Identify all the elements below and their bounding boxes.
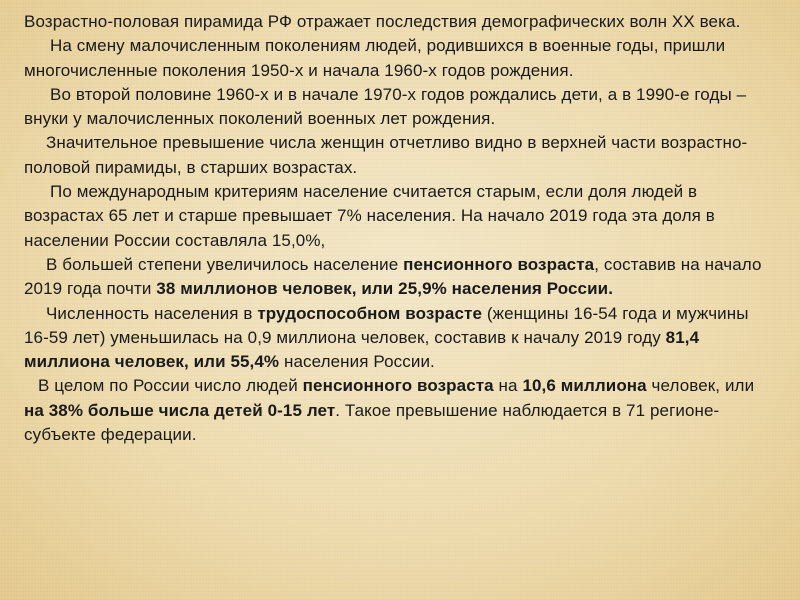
paragraph-children-grandchildren: Во второй половине 1960-х и в начале 1970-х годов рождались дети, а в 1990-е годы – внуки у малочисленных поколений военных лет рождения.: [24, 84, 747, 129]
text-run: . Такое превышение наблюдается в 71 регионе-субъекте федерации.: [24, 400, 720, 445]
paragraph-aging-criteria: По международным критериям население считается старым, если доля людей в возрастах 65 лет и старше превышает 7% населения. На начало 2019 года эта доля в населении России составляла 15,0%,: [24, 182, 715, 250]
paragraph-pension-age: [24, 253, 776, 302]
bold-text-run: на 38% больше числа детей 0-15 лет: [24, 400, 336, 420]
paragraph-summary: [24, 374, 776, 447]
paragraph-intro: Возрастно-половая пирамида РФ отражает последствия демографических волн ХХ века.: [24, 12, 741, 31]
bold-text-run: 10,6 миллиона: [522, 376, 647, 396]
text-run: человек, или: [646, 376, 755, 396]
bold-text-run: пенсионного возраста: [302, 376, 494, 396]
paragraph-women-excess: Значительное превышение числа женщин отчетливо видно в верхней части возрастно-половой пирамиды, в старших возрастах.: [24, 133, 748, 177]
text-run: населения России.: [279, 352, 435, 372]
text-run: Численность населения в: [46, 303, 258, 323]
text-run: В большей степени увеличилось население: [46, 254, 404, 274]
bold-text-run: 38 миллионов человек, или 25,9% населения России.: [156, 279, 614, 299]
text-run: (женщины 16-54 года и мужчины 16-59 лет) уменьшилась на 0,9 миллиона человек, составив к началу 2019 году: [24, 303, 749, 347]
bold-text-run: 81,4 миллиона человек, или 55,4%: [24, 327, 700, 372]
text-run: В целом по России число людей: [38, 376, 303, 396]
paragraph-working-age: [24, 302, 776, 375]
text-run: на: [493, 376, 523, 396]
text-run: , составив на начало 2019 года почти: [24, 254, 762, 299]
bold-text-run: трудоспособном возрасте: [257, 303, 483, 323]
bold-text-run: пенсионного возраста: [403, 254, 595, 274]
paragraph-postwar-generations: На смену малочисленным поколениям людей, родившихся в военные годы, пришли многочисленные поколения 1950-х и начала 1960-х годов рождения.: [24, 36, 726, 80]
slide-text-body: [24, 10, 776, 447]
